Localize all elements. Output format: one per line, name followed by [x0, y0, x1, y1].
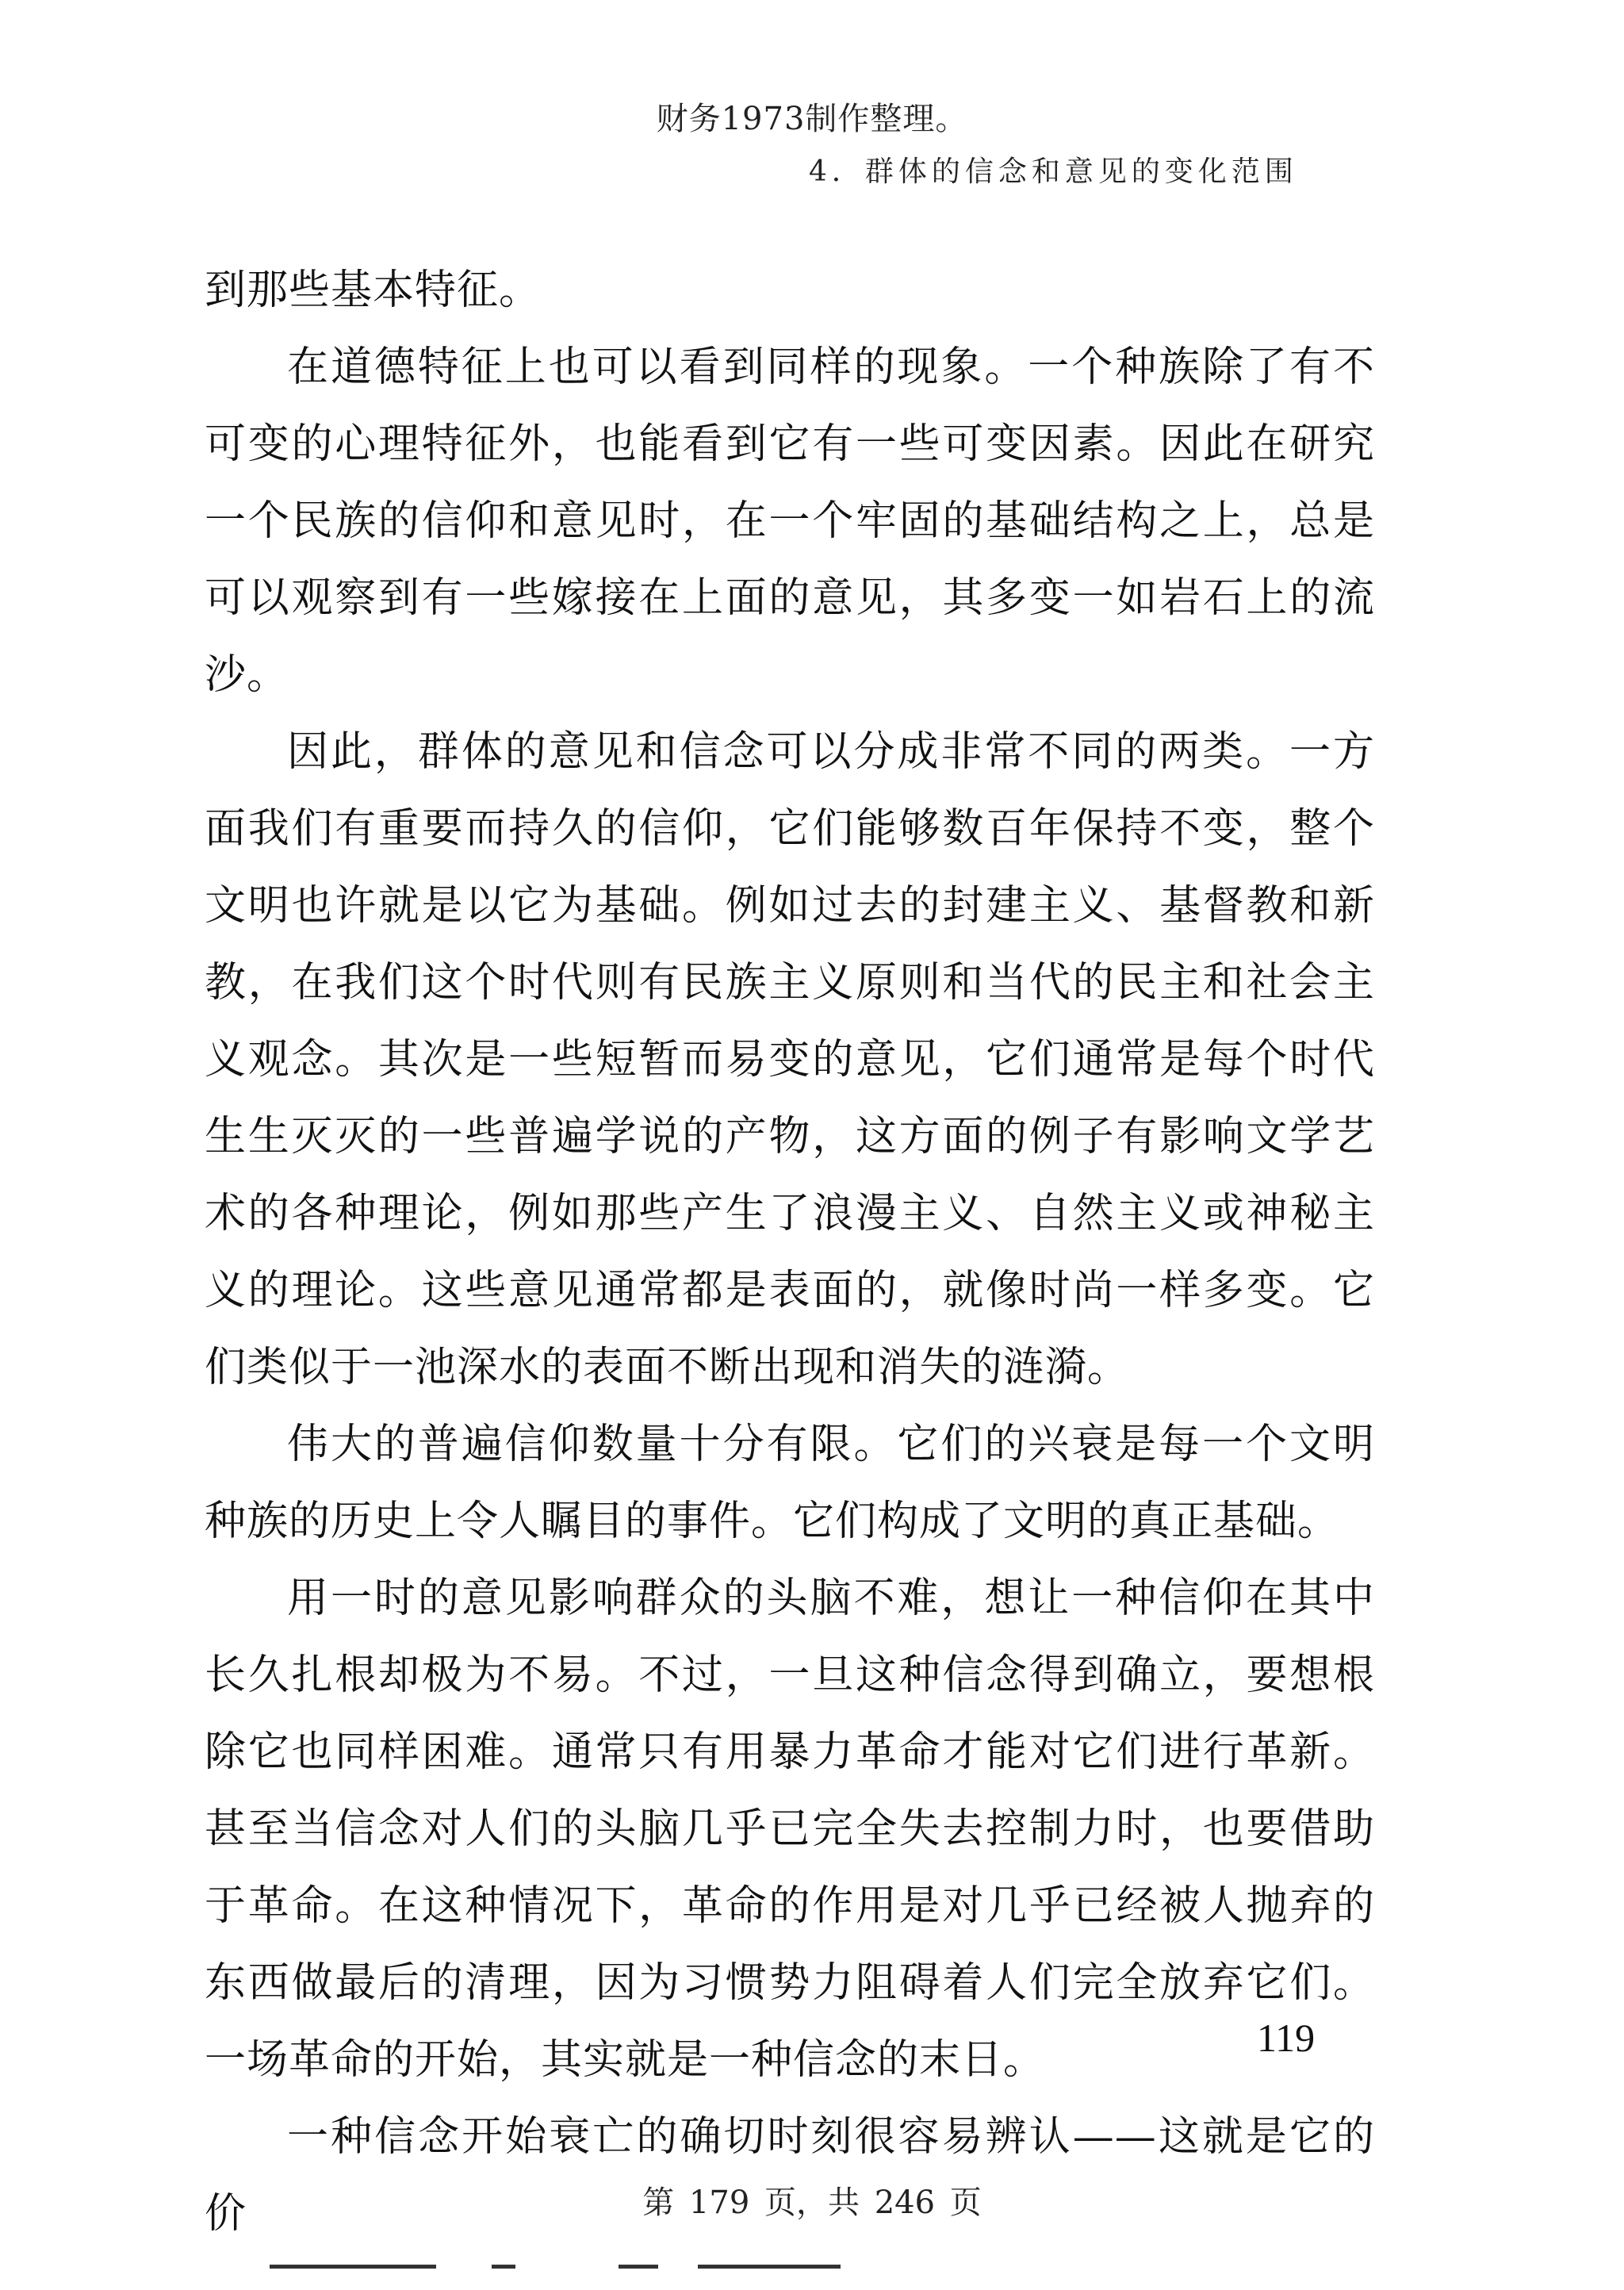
watermark-text: 财务1973制作整理。: [656, 101, 968, 137]
paragraph: 因此，群体的意见和信念可以分成非常不同的两类。一方面我们有重要而持久的信仰，它们能够数百年保持不变，整个文明也许就是以它为基础。例如过去的封建主义、基督教和新教，在我们这个时代则有民族主义原则和当代的民主和社会主义观念。其次是一些短暂而易变的意见，它们通常是每个时代生生灭灭的一些普遍学说的产物，这方面的例子有影响文学艺术的各种理论，例如那些产生了浪漫主义、自然主义或神秘主义的理论。这些意见通常都是表面的，就像时尚一样多变。它们类似于一池深水的表面不断出现和消失的涟漪。: [205, 728, 1375, 1391]
page-number: 119: [1257, 2016, 1316, 2060]
paragraph: 一种信念开始衰亡的确切时刻很容易辨认——这就是它的价: [205, 2113, 1375, 2238]
running-head: 4．群体的信念和意见的变化范围: [809, 155, 1298, 188]
page-footer: 第 179 页，共 246 页: [642, 2185, 982, 2221]
body-text: [205, 252, 1375, 2253]
paragraph: 伟大的普遍信仰数量十分有限。它们的兴衰是每一个文明种族的历史上令人瞩目的事件。它们构成了文明的真正基础。: [205, 1421, 1375, 1545]
paragraph: 到那些基本特征。: [205, 267, 542, 314]
scan-artifact-line: [270, 2265, 904, 2273]
paragraph: 在道德特征上也可以看到同样的现象。一个种族除了有不可变的心理特征外，也能看到它有一些可变因素。因此在研究一个民族的信仰和意见时，在一个牢固的基础结构之上，总是可以观察到有一些嫁接在上面的意见，其多变一如岩石上的流沙。: [205, 343, 1375, 699]
paragraph: 用一时的意见影响群众的头脑不难，想让一种信仰在其中长久扎根却极为不易。不过，一旦这种信念得到确立，要想根除它也同样困难。通常只有用暴力革命才能对它们进行革新。甚至当信念对人们的头脑几乎已完全失去控制力时，也要借助于革命。在这种情况下，革命的作用是对几乎已经被人抛弃的东西做最后的清理，因为习惯势力阻碍着人们完全放弃它们。一场革命的开始，其实就是一种信念的末日。: [205, 1575, 1375, 2084]
